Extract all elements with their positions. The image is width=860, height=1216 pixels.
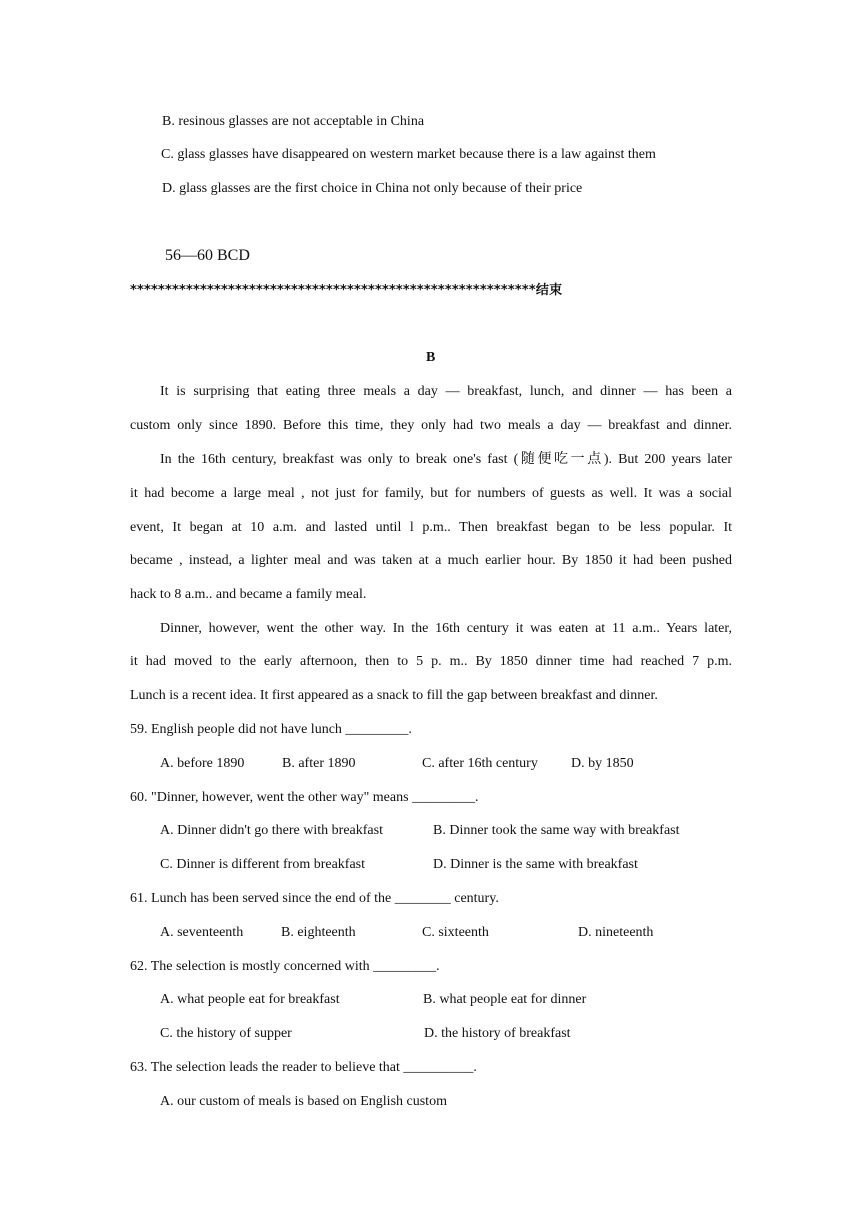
option-d: D. by 1850 [571,756,634,771]
option-a: A. what people eat for breakfast [160,992,340,1007]
passage-line: it had become a large meal , not just for family, but for numbers of guests as well. It was a social [130,486,732,501]
option-b: B. after 1890 [282,756,356,771]
option-c: C. Dinner is different from breakfast [160,857,366,872]
option-a: A. seventeenth [160,925,244,940]
option-c: C. the history of supper [160,1026,292,1041]
option-c-prev: C. glass glasses have disappeared on western market because there is a law against them [161,147,656,162]
option-d: D. Dinner is the same with breakfast [433,857,638,872]
question-stem: 59. English people did not have lunch _________. [130,722,412,737]
question-stem: 62. The selection is mostly concerned with _________. [130,959,440,974]
passage-line: became , instead, a lighter meal and was taken at a much earlier hour. By 1850 it had been pushed [130,553,732,568]
section-title: B [426,350,436,365]
option-b-prev: B. resinous glasses are not acceptable in China [162,114,425,129]
option-b: B. what people eat for dinner [423,992,587,1007]
option-a: A. our custom of meals is based on English custom [160,1094,447,1109]
passage-line: In the 16th century, breakfast was only to break one's fast (随便吃一点). But 200 years later [160,452,732,467]
passage-line: custom only since 1890. Before this time, they only had two meals a day — breakfast and dinner. [130,418,732,433]
question-stem: 63. The selection leads the reader to believe that __________. [130,1060,477,1075]
passage-line: Lunch is a recent idea. It first appeared as a snack to fill the gap between breakfast and dinner. [130,688,658,703]
passage-line: It is surprising that eating three meals a day — breakfast, lunch, and dinner — has been a [160,384,732,399]
option-a: A. Dinner didn't go there with breakfast [160,823,383,838]
question-stem: 61. Lunch has been served since the end of the ________ century. [130,891,499,906]
option-c: C. after 16th century [422,756,538,771]
passage-line: it had moved to the early afternoon, then to 5 p. m.. By 1850 dinner time had reached 7 p.m. [130,654,732,669]
option-a: A. before 1890 [160,756,245,771]
answer-key: 56—60 BCD [165,247,250,264]
option-b: B. eighteenth [281,925,356,940]
passage-line: event, It began at 10 a.m. and lasted until l p.m.. Then breakfast began to be less popular. It [130,520,732,535]
passage-line: hack to 8 a.m.. and became a family meal. [130,587,367,602]
question-stem: 60. "Dinner, however, went the other way" means _________. [130,790,479,805]
option-d: D. the history of breakfast [424,1026,571,1041]
option-b: B. Dinner took the same way with breakfast [433,823,680,838]
end-marker: **********************************************************结束 [130,283,563,298]
option-c: C. sixteenth [422,925,489,940]
option-d: D. nineteenth [578,925,654,940]
passage-line: Dinner, however, went the other way. In the 16th century it was eaten at 11 a.m.. Years later, [160,621,732,636]
option-d-prev: D. glass glasses are the first choice in China not only because of their price [162,181,583,196]
